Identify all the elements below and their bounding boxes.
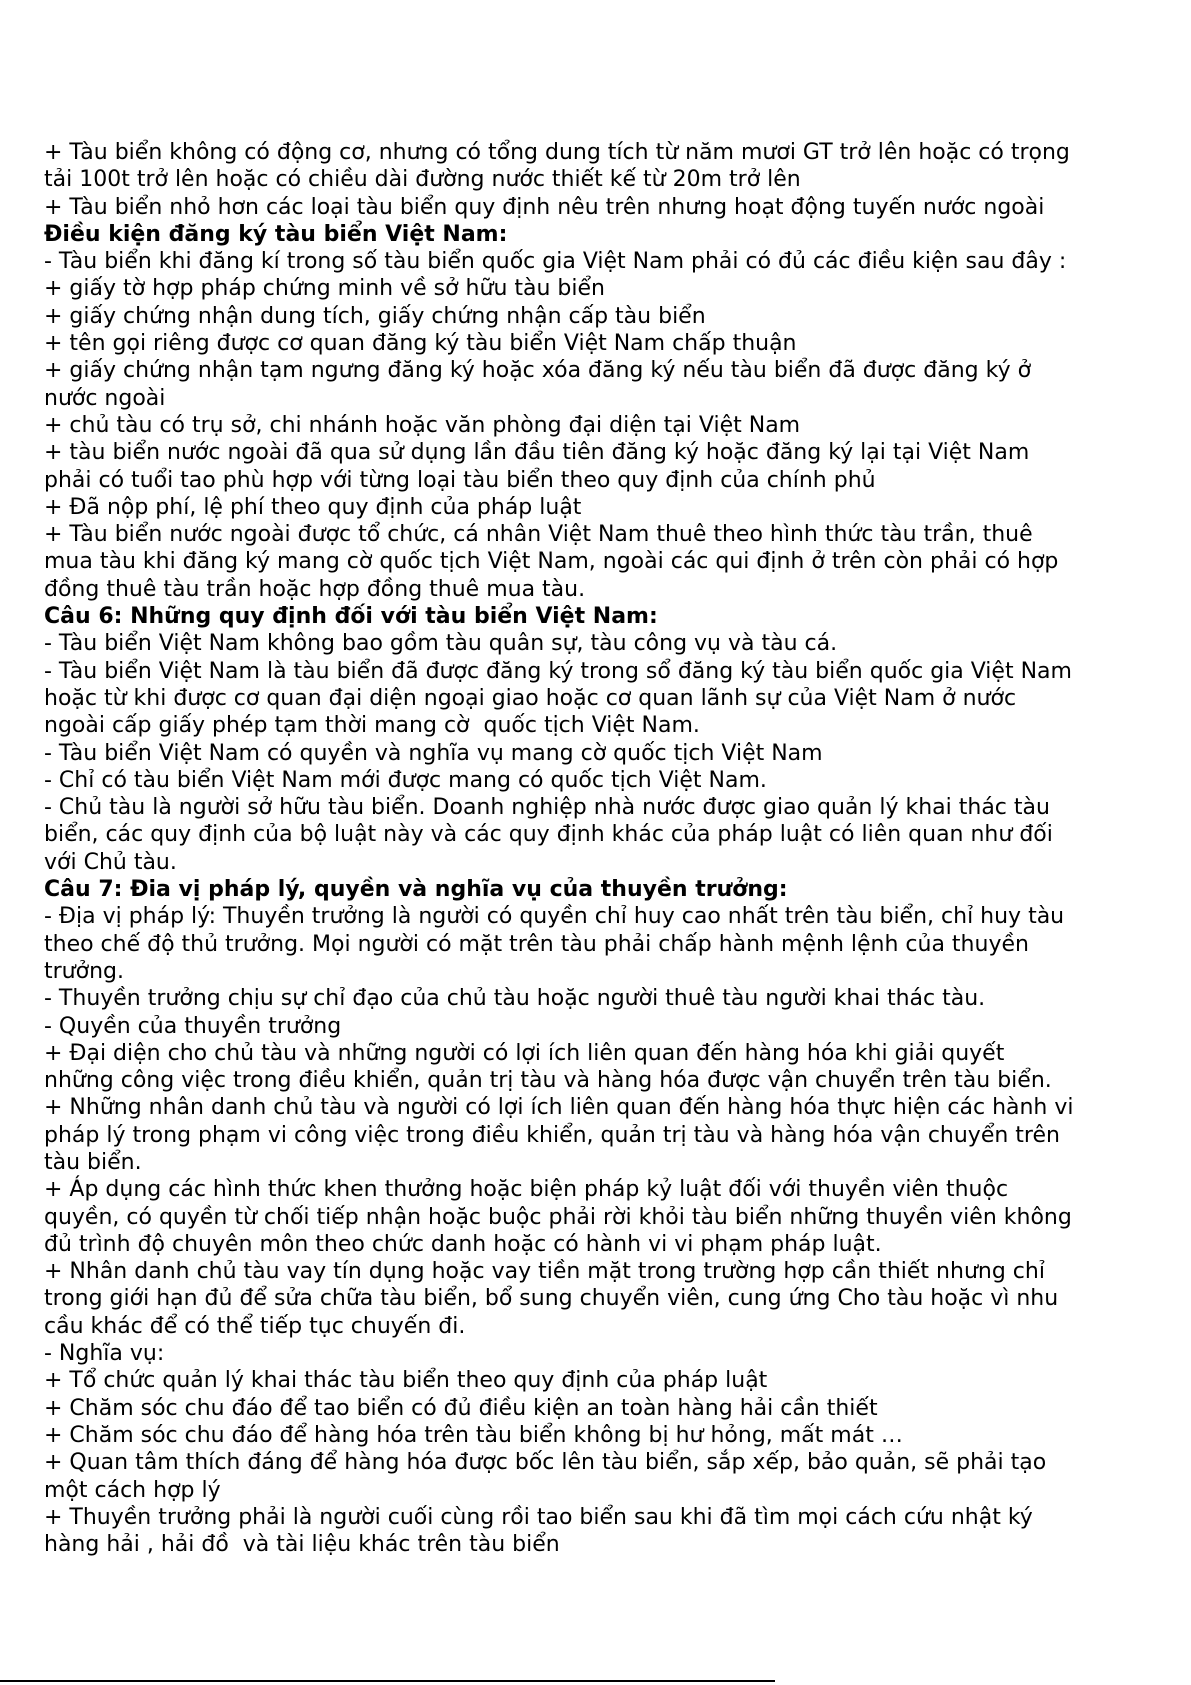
text-line: những công việc trong điều khiển, quản trị tàu và hàng hóa được vận chuyển trên tàu biển.	[44, 1068, 1052, 1094]
text-line: + Tàu biển nước ngoài được tổ chức, cá nhân Việt Nam thuê theo hình thức tàu trần, thuê	[44, 522, 1033, 548]
text-line: cầu khác để có thể tiếp tục chuyến đi.	[44, 1313, 466, 1339]
text-line: - Tàu biển Việt Nam có quyền và nghĩa vụ mang cờ quốc tịch Việt Nam	[44, 740, 823, 766]
text-line: - Tàu biển Việt Nam không bao gồm tàu quân sự, tàu công vụ và tàu cá.	[44, 631, 838, 657]
text-line: quyền, có quyền từ chối tiếp nhận hoặc buộc phải rời khỏi tàu biển những thuyền viên không	[44, 1204, 1072, 1230]
text-line: + Áp dụng các hình thức khen thưởng hoặc biện pháp kỷ luật đối với thuyền viên thuộc	[44, 1177, 1009, 1203]
text-line: + chủ tàu có trụ sở, chi nhánh hoặc văn phòng đại diện tại Việt Nam	[44, 412, 801, 438]
text-line: - Quyền của thuyền trưởng	[44, 1013, 342, 1039]
text-line: - Tàu biển khi đăng kí trong số tàu biển quốc gia Việt Nam phải có đủ các điều kiện sau đây :	[44, 249, 1067, 275]
text-line: - Tàu biển Việt Nam là tàu biển đã được đăng ký trong sổ đăng ký tàu biển quốc gia Việt Nam	[44, 658, 1072, 684]
text-line: + Nhân danh chủ tàu vay tín dụng hoặc vay tiền mặt trong trường hợp cần thiết nhưng chỉ	[44, 1259, 1045, 1285]
text-line: + Chăm sóc chu đáo để hàng hóa trên tàu biển không bị hư hỏng, mất mát …	[44, 1422, 903, 1448]
text-line: nước ngoài	[44, 385, 166, 411]
text-line: + giấy tờ hợp pháp chứng minh về sở hữu tàu biển	[44, 276, 605, 302]
section-heading: Điều kiện đăng ký tàu biển Việt Nam:	[44, 221, 508, 247]
text-line: - Địa vị pháp lý: Thuyền trưởng là người có quyền chỉ huy cao nhất trên tàu biển, chỉ huy tàu	[44, 904, 1065, 930]
text-line: + tên gọi riêng được cơ quan đăng ký tàu biển Việt Nam chấp thuận	[44, 331, 797, 357]
text-line: + tàu biển nước ngoài đã qua sử dụng lần đầu tiên đăng ký hoặc đăng ký lại tại Việt Nam	[44, 440, 1030, 466]
text-line: hoặc từ khi được cơ quan đại diện ngoại giao hoặc cơ quan lãnh sự của Việt Nam ở nước	[44, 685, 1017, 711]
section-heading: Câu 7: Đia vị pháp lý, quyền và nghĩa vụ của thuyền trưởng:	[44, 877, 788, 903]
text-line: tàu biển.	[44, 1149, 142, 1175]
text-line: mua tàu khi đăng ký mang cờ quốc tịch Việt Nam, ngoài các qui định ở trên còn phải có hợp	[44, 549, 1059, 575]
text-line: + Quan tâm thích đáng để hàng hóa được bốc lên tàu biển, sắp xếp, bảo quản, sẽ phải tạo	[44, 1450, 1047, 1476]
text-line: trưởng.	[44, 958, 124, 984]
text-line: - Thuyền trưởng chịu sự chỉ đạo của chủ tàu hoặc người thuê tàu người khai thác tàu.	[44, 986, 986, 1012]
text-line: - Chủ tàu là người sở hữu tàu biển. Doanh nghiệp nhà nước được giao quản lý khai thác tàu	[44, 795, 1050, 821]
text-line: + Chăm sóc chu đáo để tao biển có đủ điều kiện an toàn hàng hải cần thiết	[44, 1395, 878, 1421]
text-line: + Tổ chức quản lý khai thác tàu biển theo quy định của pháp luật	[44, 1368, 768, 1394]
section-heading: Câu 6: Những quy định đối với tàu biển Việt Nam:	[44, 604, 658, 630]
text-line: + Những nhân danh chủ tàu và người có lợi ích liên quan đến hàng hóa thực hiện các hành vi	[44, 1095, 1074, 1121]
text-line: với Chủ tàu.	[44, 849, 177, 875]
text-line: + Đại diện cho chủ tàu và những người có lợi ích liên quan đến hàng hóa khi giải quyết	[44, 1040, 1005, 1066]
text-line: tải 100t trở lên hoặc có chiều dài đường nước thiết kế từ 20m trở lên	[44, 167, 801, 193]
text-line: biển, các quy định của bộ luật này và các quy định khác của pháp luật có liên quan như đối	[44, 822, 1053, 848]
text-line: phải có tuổi tao phù hợp với từng loại tàu biển theo quy định của chính phủ	[44, 467, 876, 493]
text-line: - Chỉ có tàu biển Việt Nam mới được mang có quốc tịch Việt Nam.	[44, 767, 767, 793]
footer-divider	[0, 1680, 775, 1682]
text-line: theo chế độ thủ trưởng. Mọi người có mặt trên tàu phải chấp hành mệnh lệnh của thuyền	[44, 931, 1029, 957]
text-line: + Tàu biển nhỏ hơn các loại tàu biển quy định nêu trên nhưng hoạt động tuyến nước ngoài	[44, 194, 1045, 220]
text-line: + giấy chứng nhận dung tích, giấy chứng nhận cấp tàu biển	[44, 303, 706, 329]
document-body	[44, 139, 1149, 1558]
text-line: + Đã nộp phí, lệ phí theo quy định của pháp luật	[44, 494, 582, 520]
text-line: pháp lý trong phạm vi công việc trong điều khiển, quản trị tàu và hàng hóa vận chuyển trên	[44, 1122, 1060, 1148]
text-line: hàng hải , hải đồ và tài liệu khác trên tàu biển	[44, 1532, 560, 1558]
text-line: + giấy chứng nhận tạm ngưng đăng ký hoặc xóa đăng ký nếu tàu biển đã được đăng ký ở	[44, 358, 1032, 384]
text-line: + Thuyền trưởng phải là người cuối cùng rồi tao biển sau khi đã tìm mọi cách cứu nhật ký	[44, 1504, 1033, 1530]
text-line: trong giới hạn đủ để sửa chữa tàu biển, bổ sung chuyển viên, cung ứng Cho tàu hoặc vì nhu	[44, 1286, 1059, 1312]
text-line: đủ trình độ chuyên môn theo chức danh hoặc có hành vi vi phạm pháp luật.	[44, 1231, 882, 1257]
text-line: đồng thuê tàu trần hoặc hợp đồng thuê mua tàu.	[44, 576, 586, 602]
text-line: một cách hợp lý	[44, 1477, 221, 1503]
text-line: ngoài cấp giấy phép tạm thời mang cờ quốc tịch Việt Nam.	[44, 713, 700, 739]
text-line: + Tàu biển không có động cơ, nhưng có tổng dung tích từ năm mươi GT trở lên hoặc có trọng	[44, 140, 1070, 165]
text-line: - Nghĩa vụ:	[44, 1341, 165, 1367]
